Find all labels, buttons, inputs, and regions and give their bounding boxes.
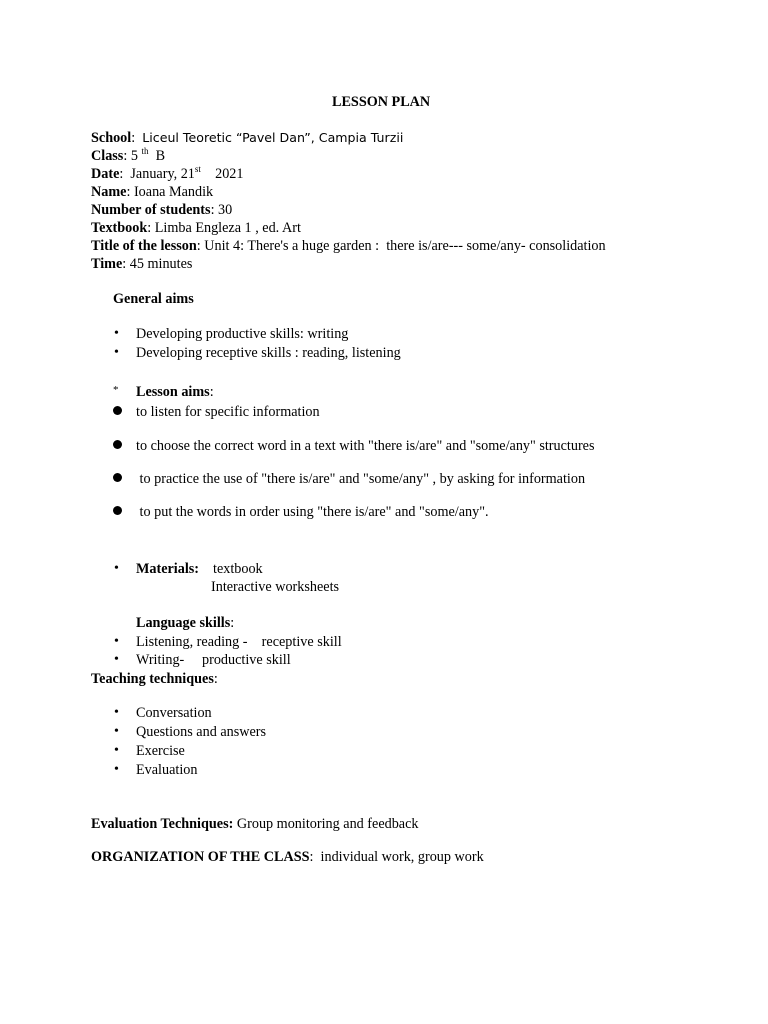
class-label: Class — [91, 148, 124, 164]
bullet-icon: • — [114, 634, 119, 649]
evaluation-line — [91, 815, 419, 833]
date-sup: st — [194, 164, 201, 174]
date-label: Date — [91, 166, 120, 182]
asterisk-marker: * — [113, 384, 119, 396]
date-line — [91, 165, 243, 183]
name-value: : Ioana Mandik — [126, 184, 214, 200]
lesson-aim-item: to listen for specific information — [136, 404, 320, 420]
school-value: Liceul Teoretic “Pavel Dan”, Campia Turzii — [142, 130, 404, 145]
lesson-title-value: : Unit 4: There's a huge garden : there is/are--- some/any- consolidation — [196, 238, 606, 254]
page-title: LESSON PLAN — [332, 94, 431, 110]
textbook-value: : Limba Engleza 1 , ed. Art — [147, 220, 301, 236]
bullet-icon: • — [114, 652, 119, 667]
bullet-icon: • — [114, 705, 119, 720]
school-line: School: Liceul Teoretic “Pavel Dan”, Campia Turzii — [91, 130, 404, 146]
class-value-post: B — [148, 148, 166, 164]
language-skill-item: Listening, reading - receptive skill — [136, 634, 342, 650]
time-value: : 45 minutes — [122, 256, 193, 272]
language-skills-heading-line: Language skills: — [136, 615, 235, 631]
technique-item: Questions and answers — [136, 724, 267, 740]
general-aim-item: Developing productive skills: writing — [136, 326, 349, 342]
class-sup: th — [141, 146, 149, 156]
language-skill-item: Writing- productive skill — [136, 652, 291, 668]
school-label: School — [91, 130, 132, 146]
bullet-icon: • — [114, 743, 119, 758]
lesson-aims-heading: Lesson aims — [136, 384, 210, 400]
language-skills-heading: Language skills — [136, 615, 231, 631]
bullet-icon: • — [114, 561, 119, 576]
time-line — [91, 255, 192, 273]
bullet-icon: • — [114, 326, 119, 341]
lesson-title-line — [91, 237, 606, 255]
name-label: Name — [91, 184, 127, 200]
bullet-icon — [113, 473, 122, 482]
class-line — [91, 147, 165, 165]
teaching-techniques-heading: Teaching techniques — [91, 671, 214, 687]
bullet-icon: • — [114, 762, 119, 777]
students-value: : 30 — [210, 202, 233, 218]
organization-line — [91, 848, 484, 866]
materials-item: Interactive worksheets — [211, 579, 340, 595]
time-label: Time — [91, 256, 123, 272]
technique-item: Exercise — [136, 743, 185, 759]
lesson-title-label: Title of the lesson — [91, 238, 197, 254]
name-line — [91, 183, 213, 201]
students-line — [91, 201, 232, 219]
students-label: Number of students — [91, 202, 211, 218]
lesson-aim-item: to put the words in order using "there is/are" and "some/any". — [136, 504, 489, 520]
textbook-label: Textbook — [91, 220, 148, 236]
bullet-icon — [113, 406, 122, 415]
lesson-aim-item: to practice the use of "there is/are" and "some/any" , by asking for information — [136, 471, 586, 487]
textbook-line — [91, 219, 301, 237]
technique-item: Conversation — [136, 705, 212, 721]
general-aims-heading: General aims — [113, 291, 194, 307]
materials-item: textbook — [213, 561, 263, 577]
bullet-icon — [113, 440, 122, 449]
bullet-icon: • — [114, 724, 119, 739]
class-value-pre: : 5 — [123, 148, 142, 164]
evaluation-label: Evaluation Techniques: — [91, 816, 234, 832]
bullet-icon — [113, 506, 122, 515]
materials-label: Materials: — [136, 561, 200, 577]
bullet-icon: • — [114, 345, 119, 360]
lesson-aim-item: to choose the correct word in a text with "there is/are" and "some/any" structures — [136, 438, 595, 454]
technique-item: Evaluation — [136, 762, 198, 778]
lesson-aims-heading-line: Lesson aims: — [136, 384, 214, 400]
general-aim-item: Developing receptive skills : reading, listening — [136, 345, 401, 361]
organization-value: : individual work, group work — [309, 849, 484, 865]
organization-label: ORGANIZATION OF THE CLASS — [91, 849, 310, 865]
date-value-pre: : January, 21 — [119, 166, 195, 182]
evaluation-value: Group monitoring and feedback — [233, 816, 419, 832]
teaching-techniques-heading-line: Teaching techniques: — [91, 671, 218, 687]
date-value-post: 2021 — [200, 166, 244, 182]
